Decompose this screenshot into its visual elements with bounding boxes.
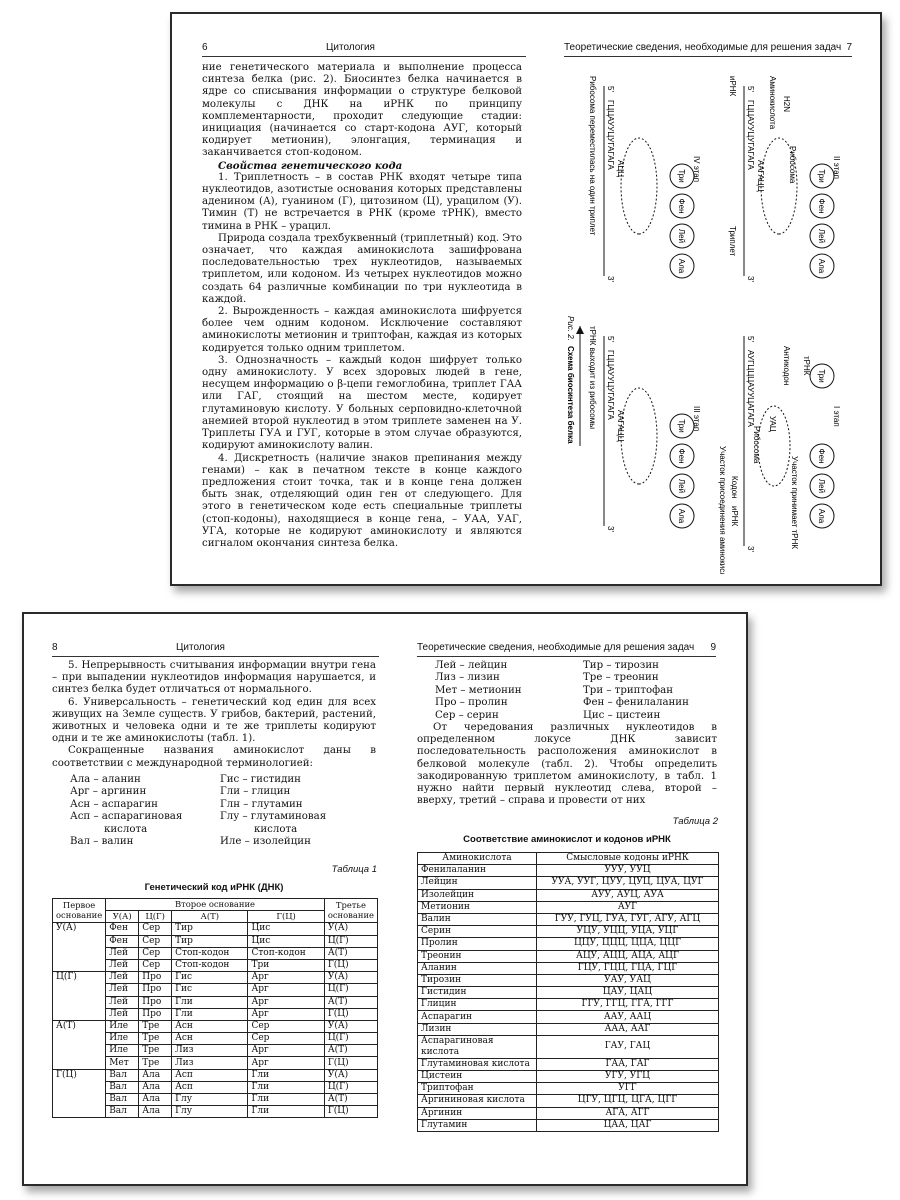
codons-cell: ААА, ААГ <box>537 1023 719 1035</box>
table-row <box>418 901 719 913</box>
amino-entry: Тир – тирозин <box>583 660 659 671</box>
codons-cell: ГЦУ, ГЦЦ, ГЦА, ГЦГ <box>537 962 719 974</box>
table-row <box>418 865 719 877</box>
table-cell: Сер <box>139 935 172 947</box>
table-cell: Лиз <box>172 1057 248 1069</box>
amino-entry: Гли – глицин <box>220 786 291 798</box>
three-prime: 3' <box>746 546 755 552</box>
amino-acid-cell: Тирозин <box>418 974 537 986</box>
amino-acid-cell: Глутамин <box>418 1119 537 1131</box>
mrna-label: иРНК <box>728 76 737 97</box>
table-row <box>418 962 719 974</box>
table-cell: Про <box>139 984 172 996</box>
table-cell: Стоп-кодон <box>248 947 324 959</box>
amino-entry: Асн – аспарагин <box>70 798 158 810</box>
book-spread-bottom <box>22 612 748 1186</box>
arrow-head-icon <box>576 326 584 334</box>
table-row <box>418 877 719 889</box>
table-cell: Фен <box>106 935 139 947</box>
table-cell: Лей <box>106 959 139 971</box>
table-1-number: Таблица 1 <box>331 864 377 875</box>
codon-table-body <box>418 865 719 1132</box>
body-text <box>52 660 376 770</box>
mrna-seq: АУГЦЦЦАУУЦАГАГА <box>746 350 755 427</box>
table-cell: А(Т) <box>324 1045 377 1057</box>
codons-cell: ААУ, ААЦ <box>537 1011 719 1023</box>
running-title: Цитология <box>326 42 375 53</box>
paragraph: От чередования различных нуклеотидов в определенном локусе ДНК зависит последовательность расположения аминокислот в белковой молекуле (табл. 2). Чтобы определить закодированную триплетом аминокислоту, в табл. 1 нужно найти первый нуклеотид слева, второй – вверху, третий – справа и провести от них <box>417 722 717 807</box>
table-cell: Гис <box>172 984 248 996</box>
amino-entry: Про – пролин <box>435 697 508 709</box>
paragraph: 4. Дискретность (наличие знаков препинания между генами) – как в печатном тексте в конце каждого предложения стоит точка, так и в конце гена должен быть знак, отделяющий один ген от следующего. Для этого в генетическом коде есть специальные триплеты (стоп-кодоны), находящиеся в конце гена, – УАА, УАГ, УГА, которые не кодируют аминокислоту и являются сигналом окончания синтеза белка. <box>202 452 522 549</box>
codons-cell: УГУ, УГЦ <box>537 1071 719 1083</box>
page-6 <box>172 14 526 584</box>
table-cell: Фен <box>106 923 139 935</box>
mrna-seq: ГЦЦАУУЦУГАГАГА <box>606 100 615 170</box>
table-cell: Ц(Г) <box>324 1081 377 1093</box>
page-8 <box>24 614 385 1184</box>
codons-cell: УАУ, УАЦ <box>537 974 719 986</box>
table-2-number: Таблица 2 <box>672 816 718 827</box>
table-row <box>418 1071 719 1083</box>
amino-list-col-4 <box>583 660 689 722</box>
table-cell: Ала <box>139 1081 172 1093</box>
table-cell: У(А) <box>324 923 377 935</box>
amino-acid-tri: Три <box>677 419 686 433</box>
amino-acid-cell: Аспарагиновая кислота <box>418 1035 537 1058</box>
amino-entry: Лей – лейцин <box>435 660 508 671</box>
amino-list-col-2 <box>220 774 326 848</box>
table-1-title: Генетический код иРНК (ДНК) <box>144 882 284 893</box>
table-cell: Арг <box>248 1008 324 1020</box>
table-row <box>53 1020 378 1032</box>
table-cell: Стоп-кодон <box>172 959 248 971</box>
table-cell: У(А) <box>324 1020 377 1032</box>
codons-cell: АУУ, АУЦ, АУА <box>537 889 719 901</box>
paragraph: 2. Вырожденность – каждая аминокислота шифруется более чем одним кодоном. Исключение составляют аминокислоты метионин и триптофан, каждая из которых кодируется только одним триплетом. <box>202 306 522 354</box>
amino-entry: Гис – гистидин <box>220 774 301 785</box>
table-row <box>53 1069 378 1081</box>
amino-acid-cell: Серин <box>418 926 537 938</box>
three-prime: 3' <box>606 526 615 532</box>
table-cell: Сер <box>139 947 172 959</box>
table-cell: Гис <box>172 972 248 984</box>
amino-acid-cell: Изолейцин <box>418 889 537 901</box>
ribosome-shape <box>621 138 657 234</box>
table-cell: Три <box>248 959 324 971</box>
amino-acid-fen: Фен <box>677 448 686 464</box>
table-cell: Ц(Г) <box>324 984 377 996</box>
table-cell: А(Т) <box>324 996 377 1008</box>
anticodon-label: Антикодон <box>782 346 791 386</box>
table-cell: Тре <box>139 1020 172 1032</box>
table-cell: Глу <box>172 1106 248 1118</box>
page-header <box>52 640 379 657</box>
table-row <box>418 987 719 999</box>
table-cell: А(Т) <box>324 1094 377 1106</box>
table-row <box>418 950 719 962</box>
stage-3-label: III этап <box>692 406 701 432</box>
table-cell: Асн <box>172 1020 248 1032</box>
amino-entry: Вал – валин <box>70 836 134 848</box>
table-cell: Иле <box>106 1033 139 1045</box>
table-cell: Вал <box>106 1106 139 1118</box>
table-cell: Иле <box>106 1020 139 1032</box>
table-cell: Гли <box>248 1094 324 1106</box>
table-cell: Тир <box>172 935 248 947</box>
table-cell: Вал <box>106 1094 139 1106</box>
paragraph: ние генетического материала и выполнение процесса синтеза белка (рис. 2). Биосинтез белка начинается в ядре со списывания информации о структуре белковой молекулы с ДНК на иРНК по принципу комплементарности, проходит следующие стадии: инициация (начинается со старт-кодона АУГ, который кодирует метионин), элонгация, терминация и заканчивается стоп-кодоном. <box>202 62 522 159</box>
amino-acid-ala: Ала <box>817 508 826 524</box>
site-attach-label: Участок присоединения аминокислот <box>718 446 727 574</box>
table-cell: Сер <box>248 1020 324 1032</box>
codon-table <box>417 852 719 1132</box>
table-cell: Гли <box>172 996 248 1008</box>
table-cell: Ала <box>139 1094 172 1106</box>
running-title: Цитология <box>176 642 225 653</box>
amino-acid-cell: Лейцин <box>418 877 537 889</box>
table-row <box>418 889 719 901</box>
th-codons: Смысловые кодоны иРНК <box>537 853 719 865</box>
table-cell: Г(Ц) <box>324 1008 377 1020</box>
page-number: 8 <box>52 642 58 653</box>
page-number: 7 <box>846 42 852 53</box>
table-cell: Ц(Г) <box>324 935 377 947</box>
table-row <box>418 1119 719 1131</box>
amino-acid-cell: Глицин <box>418 999 537 1011</box>
table-cell: Лей <box>106 996 139 1008</box>
table-cell: Лей <box>106 972 139 984</box>
amino-acid-ala: Ала <box>677 508 686 524</box>
amino-entry: Глу – глутаминовая <box>220 811 327 823</box>
table-row <box>418 974 719 986</box>
amino-list-col-3 <box>435 660 522 722</box>
first-base-cell: А(Т) <box>53 1020 106 1069</box>
amino-entry: Арг – аргинин <box>70 786 147 798</box>
th-sub: Ц(Г) <box>139 911 172 923</box>
ribosome-shape <box>621 388 657 484</box>
table-cell: Г(Ц) <box>324 959 377 971</box>
codons-cell: ГАУ, ГАЦ <box>537 1035 719 1058</box>
codons-cell: АУГ <box>537 901 719 913</box>
page-9 <box>385 614 746 1184</box>
codons-cell: ГГУ, ГГЦ, ГГА, ГГГ <box>537 999 719 1011</box>
first-base-cell: Г(Ц) <box>53 1069 106 1118</box>
stage-1-label: I этап <box>832 406 841 427</box>
table-cell: Тре <box>139 1057 172 1069</box>
amino-entry: Мет – метионин <box>435 684 522 696</box>
amino-entry: Цис – цистеин <box>583 709 661 721</box>
amino-acid-cell: Аланин <box>418 962 537 974</box>
amino-entry: Ала – аланин <box>70 774 141 785</box>
table-cell: Гли <box>248 1069 324 1081</box>
paragraph: Природа создала трехбуквенный (триплетный) код. Это означает, что каждая аминокислота зашифрована последовательностью трех нуклеотидов, называемых триплетом, или кодоном. Из четырех нуклеотидов можно создать 64 различные комбинации по три нуклеотида в каждой. <box>202 232 522 305</box>
table-cell: Вал <box>106 1069 139 1081</box>
figure-title: Схема биосинтеза белка <box>566 346 575 444</box>
running-title: Теоретические сведения, необходимые для решения задач <box>417 642 695 653</box>
page-header <box>564 40 852 57</box>
amino-entry: Сер – серин <box>435 709 499 721</box>
stage-2-label: II этап <box>832 156 841 179</box>
th-sub: Г(Ц) <box>248 911 324 923</box>
table-cell: Сер <box>139 959 172 971</box>
amino-acid-tri: Три <box>817 169 826 183</box>
table-cell: Лей <box>106 1008 139 1020</box>
amino-entry: Фен – фенилаланин <box>583 697 689 709</box>
anticodon-seq: ААГАЦЦ <box>756 160 765 192</box>
page-header <box>417 640 716 657</box>
amino-acid-cell: Лизин <box>418 1023 537 1035</box>
mrna-seq: ГЦЦАУУЦУГАГАГА <box>606 350 615 420</box>
five-prime: 5' <box>746 86 755 92</box>
table-cell: Лей <box>106 984 139 996</box>
table-cell: Асп <box>172 1081 248 1093</box>
paragraph: 3. Однозначность – каждый кодон шифрует только одну аминокислоту. У всех здоровых людей в гене, несущем информацию о β-цепи гемоглобина, триплет ГАА или ГАГ, стоящий на шестом месте, кодирует глутаминовую кислоту. У больных серповидно-клеточной анемией второй нуклеотид в этом триплете заменен на У. Триплеты ГУА и ГУГ, которые в этом случае образуются, кодируют аминокислоту валин. <box>202 354 522 452</box>
body-text <box>417 722 717 807</box>
amino-acid-cell: Гистидин <box>418 987 537 999</box>
codons-cell: АЦУ, АЦЦ, АЦА, АЦГ <box>537 950 719 962</box>
table-cell: Лиз <box>172 1045 248 1057</box>
amino-acid-cell: Триптофан <box>418 1083 537 1095</box>
table-row <box>418 913 719 925</box>
table-cell: Про <box>139 972 172 984</box>
page-header <box>202 40 526 57</box>
table-cell: Арг <box>248 1045 324 1057</box>
amino-entry: кислота <box>104 823 148 835</box>
codons-cell: УУУ, УУЦ <box>537 865 719 877</box>
five-prime: 5' <box>606 336 615 342</box>
table-cell: Ала <box>139 1069 172 1081</box>
th-third-base: Третье основание <box>324 899 377 923</box>
trna-exit-label: тРНК выходит из рибосомы <box>588 326 597 429</box>
table-cell: Гли <box>172 1008 248 1020</box>
amino-entry: Тре – треонин <box>583 672 659 684</box>
amino-entry: Три – триптофан <box>583 684 674 696</box>
th-first-base: Первое основание <box>53 899 106 923</box>
amino-acid-cell: Глутаминовая кислота <box>418 1058 537 1070</box>
table-2-title: Соответствие аминокислот и кодонов иРНК <box>463 834 671 845</box>
table-row <box>418 999 719 1011</box>
table-cell: У(А) <box>324 972 377 984</box>
amino-acid-caption: Аминокислота <box>768 76 777 130</box>
table-cell: Цис <box>248 935 324 947</box>
site-accept-label: Участок принимает тРНК <box>790 456 799 550</box>
anticodon-seq: УАЦ <box>768 416 777 432</box>
amino-entry: Глн – глутамин <box>220 798 303 810</box>
codons-cell: ГУУ, ГУЦ, ГУА, ГУГ, АГУ, АГЦ <box>537 913 719 925</box>
triplet-label: Триплет <box>728 226 737 257</box>
table-cell: Цис <box>248 923 324 935</box>
table-row <box>418 1035 719 1058</box>
table-row <box>418 1107 719 1119</box>
body-text <box>202 62 522 550</box>
codons-cell: ЦЦУ, ЦЦЦ, ЦЦА, ЦЦГ <box>537 938 719 950</box>
table-cell: Гли <box>248 1106 324 1118</box>
codons-cell: ЦАУ, ЦАЦ <box>537 987 719 999</box>
amino-acid-cell: Валин <box>418 913 537 925</box>
th-sub: А(Т) <box>172 911 248 923</box>
protein-synthesis-figure <box>564 66 864 574</box>
anticodon-seq: ААГАЦЦ <box>616 410 625 442</box>
section-heading: Свойства генетического кода <box>218 159 403 172</box>
table-cell: Тре <box>139 1033 172 1045</box>
three-prime: 3' <box>746 276 755 282</box>
table-cell: Арг <box>248 972 324 984</box>
table-cell: Ц(Г) <box>324 1033 377 1045</box>
table-cell: У(А) <box>324 1069 377 1081</box>
table-cell: Вал <box>106 1081 139 1093</box>
table-row <box>418 926 719 938</box>
table-cell: Г(Ц) <box>324 1057 377 1069</box>
amino-acid-cell: Треонин <box>418 950 537 962</box>
table-cell: Про <box>139 1008 172 1020</box>
amino-acid-cell: Метионин <box>418 901 537 913</box>
amino-acid-tri: Три <box>677 169 686 183</box>
paragraph: 5. Непрерывность считывания информации внутри гена – при выпадении нуклеотидов информация нарушается, и синтез белка будет отличаться от нормального. <box>52 660 376 696</box>
table-cell: Тре <box>139 1045 172 1057</box>
table-cell: Асн <box>172 1033 248 1045</box>
amino-entry: Лиз – лизин <box>435 672 500 684</box>
table-cell: Г(Ц) <box>324 1106 377 1118</box>
amino-acid-lei: Лей <box>817 228 826 244</box>
paragraph: 1. Триплетность – в состав РНК входят четыре типа нуклеотидов, азотистые основания которых представлены аденином (А), гуанином (Г), цитозином (Ц), урацилом (У). Тимин (Т) не встречается в РНК (кроме тРНК), вместо тимина в РНК – урацил. <box>202 171 522 232</box>
amino-acid-cell: Фенилаланин <box>418 865 537 877</box>
th-sub: У(А) <box>106 911 139 923</box>
amino-acid-lei: Лей <box>677 228 686 244</box>
table-row <box>418 1011 719 1023</box>
table-row <box>418 1083 719 1095</box>
amino-entry: Асп – аспарагиновая <box>70 811 183 823</box>
codons-cell: ГАА, ГАГ <box>537 1058 719 1070</box>
codons-cell: АГА, АГГ <box>537 1107 719 1119</box>
figure-number: Рис. 2. <box>566 316 575 341</box>
table-row <box>53 972 378 984</box>
table-row <box>418 938 719 950</box>
amino-list-col-1 <box>70 774 182 848</box>
ribosome-label: Рибосома <box>788 146 797 184</box>
amino-entry: Иле – изолейцин <box>220 836 311 848</box>
amino-acid-cell: Аргининовая кислота <box>418 1095 537 1107</box>
table-cell: Мет <box>106 1057 139 1069</box>
codons-cell: ЦГУ, ЦГЦ, ЦГА, ЦГГ <box>537 1095 719 1107</box>
first-base-cell: У(А) <box>53 923 106 972</box>
table-cell: Гли <box>248 1081 324 1093</box>
table-cell: Про <box>139 996 172 1008</box>
codons-cell: ЦАА, ЦАГ <box>537 1119 719 1131</box>
amino-acid-fen: Фен <box>817 448 826 464</box>
table-cell: Лей <box>106 947 139 959</box>
mrna-seq: ГЦЦАУУЦУГАГАГА <box>746 100 755 170</box>
table-cell: Сер <box>139 923 172 935</box>
table-row <box>418 1058 719 1070</box>
amino-acid-cell: Пролин <box>418 938 537 950</box>
table-cell: Тир <box>172 923 248 935</box>
table-cell: Арг <box>248 996 324 1008</box>
genetic-code-body <box>53 923 378 1118</box>
amino-acid-cell: Цистеин <box>418 1071 537 1083</box>
amino-acid-lei: Лей <box>817 478 826 494</box>
th-amino-acid: Аминокислота <box>418 853 537 865</box>
table-cell: Сер <box>248 1033 324 1045</box>
stage-4-label: IV этап <box>692 156 701 183</box>
amino-acid-fen: Фен <box>677 198 686 214</box>
five-prime: 5' <box>746 336 755 342</box>
table-row <box>418 1095 719 1107</box>
mrna-label: иРНК <box>730 506 739 527</box>
table-cell: Иле <box>106 1045 139 1057</box>
codons-cell: УГГ <box>537 1083 719 1095</box>
genetic-code-table <box>52 898 378 1118</box>
page-number: 6 <box>202 42 208 53</box>
paragraph: Сокращенные названия аминокислот даны в соответствии с международной терминологией: <box>52 745 376 769</box>
amino-acid-tri: Три <box>817 369 826 383</box>
amino-acid-ala: Ала <box>677 258 686 274</box>
table-cell: А(Т) <box>324 947 377 959</box>
amino-acid-ala: Ала <box>817 258 826 274</box>
book-spread-top <box>170 12 882 586</box>
h2n-label: H2N <box>782 96 791 113</box>
table-cell: Глу <box>172 1094 248 1106</box>
paragraph: 6. Универсальность – генетический код един для всех живущих на Земле существ. У грибов, бактерий, растений, животных и человека одни и те же триплеты кодируют одни и те же аминокислоты (табл. 1). <box>52 696 376 745</box>
running-title: Теоретические сведения, необходимые для решения задач <box>564 42 842 53</box>
ribosome-moved-label: Рибосома переместилась на один триплет <box>588 76 597 236</box>
first-base-cell: Ц(Г) <box>53 972 106 1021</box>
table-row <box>418 1023 719 1035</box>
table-cell: Арг <box>248 984 324 996</box>
three-prime: 3' <box>606 276 615 282</box>
table-cell: Ала <box>139 1106 172 1118</box>
ribosome-label: Рибосома <box>752 426 761 464</box>
codon-label: Кодон <box>730 476 739 499</box>
amino-entry: кислота <box>254 823 298 835</box>
th-second-base: Второе основание <box>106 899 325 911</box>
amino-acid-fen: Фен <box>817 198 826 214</box>
amino-acid-lei: Лей <box>677 478 686 494</box>
anticodon-seq: АЦЦ <box>616 160 625 178</box>
amino-acid-cell: Аспарагин <box>418 1011 537 1023</box>
codons-cell: УУА, УУГ, ЦУУ, ЦУЦ, ЦУА, ЦУГ <box>537 877 719 889</box>
table-row <box>53 923 378 935</box>
amino-acid-cell: Аргинин <box>418 1107 537 1119</box>
table-cell: Стоп-кодон <box>172 947 248 959</box>
page-number: 9 <box>710 642 716 653</box>
table-cell: Асп <box>172 1069 248 1081</box>
trna-label: тРНК <box>802 356 811 376</box>
five-prime: 5' <box>606 86 615 92</box>
table-cell: Арг <box>248 1057 324 1069</box>
codons-cell: УЦУ, УЦЦ, УЦА, УЦГ <box>537 926 719 938</box>
